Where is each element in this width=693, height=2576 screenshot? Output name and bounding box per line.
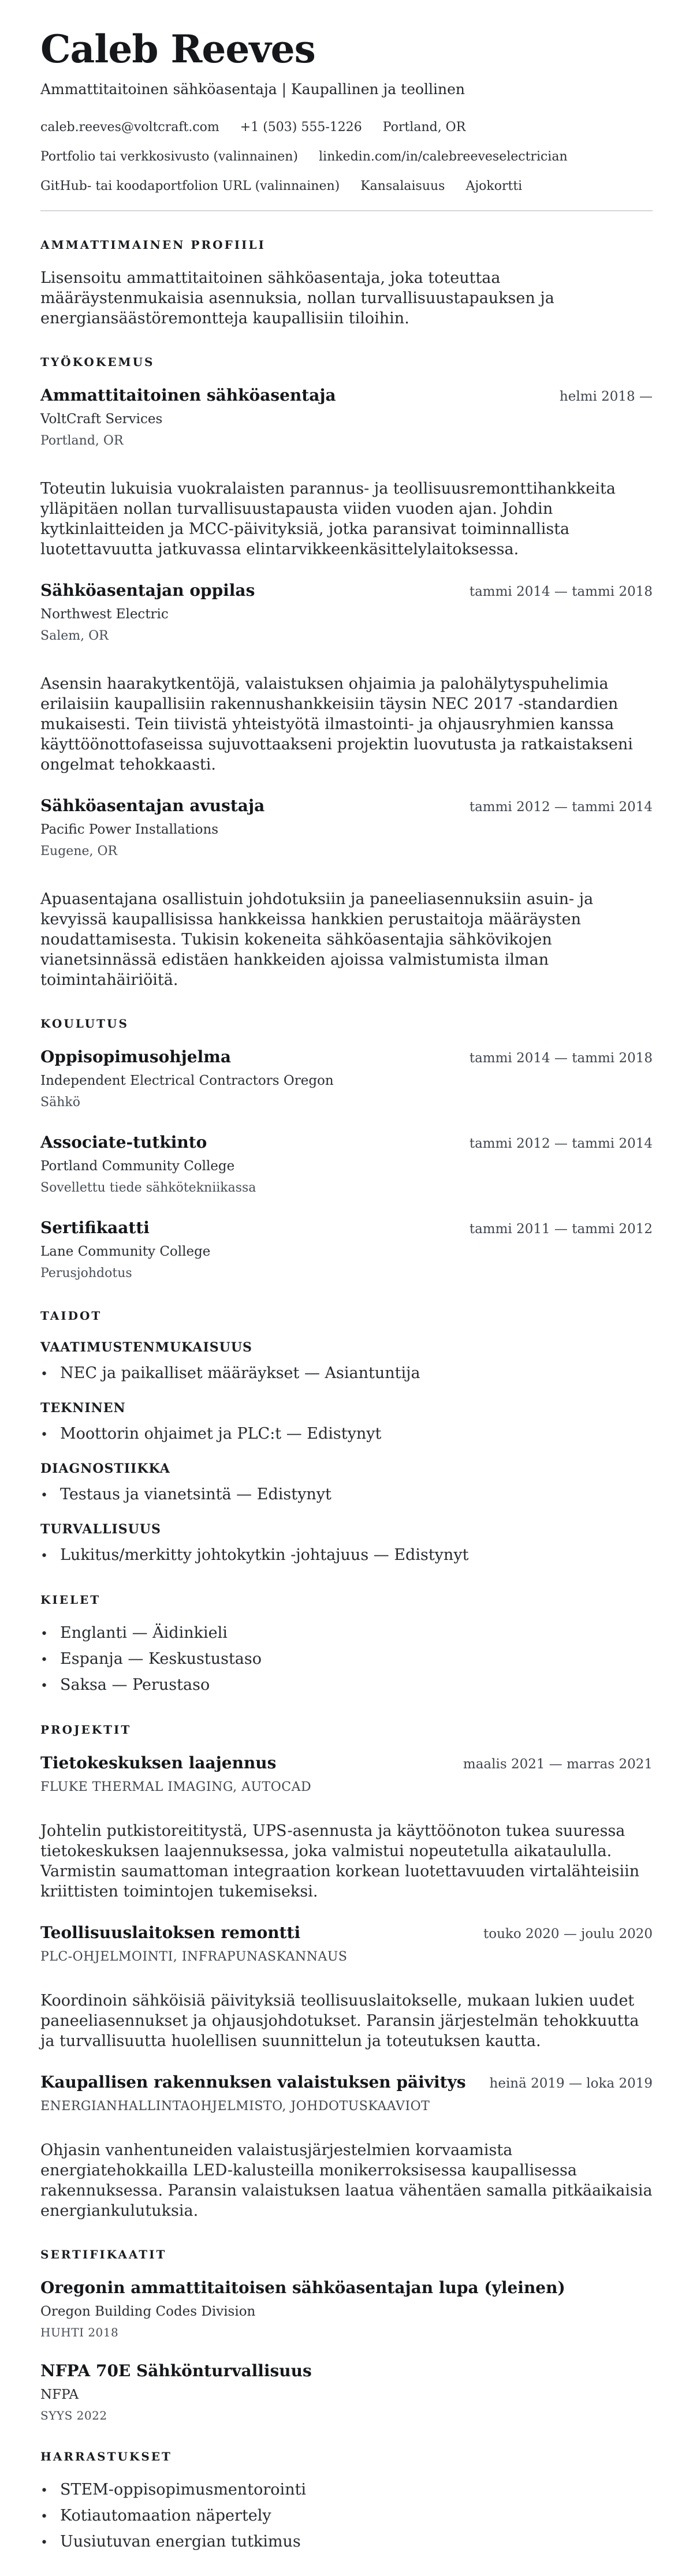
project-description: Johtelin putkistoreititystä, UPS-asennusta ja käyttöönoton tukea suuressa tietokeskuksen laajennuksessa, joka valmistui nopeutetulla aikataululla. Varmistin saumattoman integraation korkean luotettavuuden virtalähteisiin kriittisten toimintojen tukemiseksi.	[40, 1821, 640, 1901]
language-list	[40, 1623, 653, 1696]
skill-list	[40, 1363, 653, 1384]
citizenship-text: Kansalaisuus	[360, 178, 445, 193]
project-dates: heinä 2019 — loka 2019	[489, 2075, 653, 2091]
field-of-study: Sähkö	[40, 1095, 80, 1110]
skill-group	[40, 1399, 653, 1445]
location-text: Portland, OR	[382, 120, 466, 135]
name-heading: Caleb Reeves	[40, 27, 315, 72]
section-heading-hobbies: HARRASTUKSET	[40, 2449, 172, 2463]
project-title: Tietokeskuksen laajennus	[40, 1753, 277, 1772]
job-title: Ammattitaitoinen sähköasentaja	[40, 385, 336, 405]
degree-title: Sertifikaatti	[40, 1218, 150, 1237]
project-tools: PLC-OHJELMOINTI, INFRAPUNASKANNAUS	[40, 1949, 348, 1964]
field-of-study: Sovellettu tiede sähkötekniikassa	[40, 1180, 256, 1195]
skill-item-text: Lukitus/merkitty johtokytkin -johtajuus — Edistynyt	[60, 1545, 469, 1564]
hobby-item-text: STEM-oppisopimusmentorointi	[60, 2480, 307, 2499]
job-entry	[40, 385, 653, 559]
job-entry-head	[40, 796, 653, 816]
education-entry	[40, 1047, 653, 1111]
skill-category-heading: TEKNINEN	[40, 1400, 126, 1416]
job-entry-head	[40, 385, 653, 406]
phone-text: +1 (503) 555-1226	[240, 120, 362, 135]
certification-date: SYYS 2022	[40, 2408, 107, 2422]
skill-category-heading: DIAGNOSTIIKKA	[40, 1461, 170, 1476]
projects-section	[40, 1722, 653, 2221]
project-entry	[40, 1753, 653, 1902]
school-name: Lane Community College	[40, 1244, 211, 1259]
certification-entry	[40, 2361, 653, 2423]
project-title: Teollisuuslaitoksen remontti	[40, 1922, 301, 1942]
bullet-icon: •	[40, 2483, 48, 2498]
project-entry-head	[40, 1922, 653, 1943]
bullet-icon: •	[40, 2535, 48, 2550]
skill-group	[40, 1339, 653, 1384]
job-company: Pacific Power Installations	[40, 822, 219, 837]
section-heading-languages: KIELET	[40, 1592, 101, 1607]
project-entry	[40, 1922, 653, 2051]
hobby-item	[40, 2532, 653, 2553]
contact-row-1	[40, 119, 653, 136]
drivers-license-text: Ajokortti	[465, 178, 523, 193]
bullet-icon: •	[40, 1367, 48, 1382]
skill-item-text: NEC ja paikalliset määräykset — Asiantuntija	[60, 1364, 420, 1382]
skill-list	[40, 1424, 653, 1445]
section-heading-certifications: SERTIFIKAATIT	[40, 2247, 167, 2261]
school-name: Portland Community College	[40, 1158, 235, 1174]
profile-text: Lisensoitu ammattitaitoinen sähköasentaja, joka toteuttaa määräystenmukaisia asennuksia, nollan turvallisuustapauksen ja energiansäästöremontteja kaupallisiin tiloihin.	[40, 268, 554, 327]
email-text: caleb.reeves@voltcraft.com	[40, 120, 219, 135]
bullet-icon: •	[40, 1548, 48, 1563]
language-item-text: Espanja — Keskustustaso	[60, 1649, 262, 1668]
skill-item	[40, 1545, 653, 1566]
hobby-item-text: Uusiutuvan energian tutkimus	[60, 2532, 301, 2551]
education-entry-head	[40, 1132, 653, 1153]
certification-issuer: NFPA	[40, 2387, 79, 2402]
certifications-section	[40, 2246, 653, 2423]
job-entry	[40, 580, 653, 775]
skill-item-text: Testaus ja vianetsintä — Edistynyt	[60, 1485, 331, 1503]
skills-section	[40, 1308, 653, 1566]
job-company: Northwest Electric	[40, 606, 169, 622]
skill-group	[40, 1521, 653, 1566]
headline: Ammattitaitoinen sähköasentaja | Kaupallinen ja teollinen	[40, 80, 465, 98]
skill-item	[40, 1424, 653, 1445]
hobbies-section	[40, 2448, 653, 2553]
skill-item-text: Moottorin ohjaimet ja PLC:t — Edistynyt	[60, 1424, 382, 1443]
education-entry	[40, 1132, 653, 1197]
education-dates: tammi 2012 — tammi 2014	[469, 1136, 653, 1151]
skill-list	[40, 1545, 653, 1566]
bullet-icon: •	[40, 1626, 48, 1641]
education-dates: tammi 2011 — tammi 2012	[469, 1221, 653, 1237]
bullet-icon: •	[40, 1678, 48, 1693]
project-description: Koordinoin sähköisiä päivityksiä teollisuuslaitokselle, mukaan lukien uudet paneeliasennukset ja ohjausjohdotukset. Paransin järjestelmän tehokkuutta ja turvallisuutta huolellisen suunnittelun ja toteutuksen kautta.	[40, 1991, 639, 2050]
job-dates: helmi 2018 —	[559, 389, 653, 404]
degree-title: Associate-tutkinto	[40, 1132, 207, 1152]
bullet-icon: •	[40, 2509, 48, 2524]
language-item	[40, 1623, 653, 1644]
certification-issuer: Oregon Building Codes Division	[40, 2304, 256, 2319]
skill-category-heading: TURVALLISUUS	[40, 1521, 161, 1537]
job-entry	[40, 796, 653, 990]
job-description: Asensin haarakytkentöjä, valaistuksen ohjaimia ja palohälytyspuhelimia erilaisiin kaupallisiin rakennushankkeisiin täysin NEC 2017 -standardien mukaisesti. Tein tiivistä yhteistyötä ilmastointi- ja ohjausryhmien kanssa käyttöönottofaseissa sujuvottaakseni projektin luovutusta ja ratkaistakseni ongelmat tehokkaasti.	[40, 674, 633, 774]
contact-row-2	[40, 148, 653, 166]
portfolio-placeholder-text: Portfolio tai verkkosivusto (valinnainen)	[40, 149, 298, 164]
job-entry-head	[40, 580, 653, 601]
profile-section	[40, 237, 653, 328]
hobby-item-text: Kotiautomaation näpertely	[60, 2506, 271, 2525]
job-description: Apuasentajana osallistuin johdotuksiin ja paneeliasennuksiin asuin- ja kevyissä kaupallisissa hankkeissa hankkien perustaitoja määräysten noudattamisesta. Tukisin kokeneita sähköasentajia sähkövikojen vianetsinnässä edistäen hankkeiden ajoissa valmistumista ilman toimintahäiriöitä.	[40, 890, 594, 989]
skill-item	[40, 1363, 653, 1384]
header-divider	[40, 210, 653, 211]
job-title: Sähköasentajan avustaja	[40, 796, 265, 815]
project-entry	[40, 2072, 653, 2221]
project-tools: FLUKE THERMAL IMAGING, AUTOCAD	[40, 1779, 312, 1794]
project-title: Kaupallisen rakennuksen valaistuksen päivitys	[40, 2072, 466, 2092]
languages-section	[40, 1592, 653, 1696]
experience-section	[40, 354, 653, 990]
project-dates: maalis 2021 — marras 2021	[463, 1756, 653, 1772]
education-entry-head	[40, 1047, 653, 1067]
bullet-icon: •	[40, 1488, 48, 1503]
field-of-study: Perusjohdotus	[40, 1265, 132, 1280]
resume-header	[40, 28, 653, 211]
section-heading-skills: TAIDOT	[40, 1308, 102, 1323]
project-description: Ohjasin vanhentuneiden valaistusjärjestelmien korvaamista energiatehokkailla LED-kalusteilla monikerroksisessa kaupallisessa rakennuksessa. Paransin valaistuksen laatua vähentäen samalla pitkäaikaisia energiankulutuksia.	[40, 2141, 653, 2220]
skill-category-heading: VAATIMUSTENMUKAISUUS	[40, 1339, 252, 1355]
education-entry-head	[40, 1218, 653, 1238]
certification-title: NFPA 70E Sähkönturvallisuus	[40, 2361, 312, 2380]
section-heading-experience: TYÖKOKEMUS	[40, 354, 155, 369]
job-title: Sähköasentajan oppilas	[40, 580, 255, 600]
language-item	[40, 1649, 653, 1670]
bullet-icon: •	[40, 1427, 48, 1442]
project-entry-head	[40, 1753, 653, 1774]
skill-group	[40, 1460, 653, 1506]
job-location: Eugene, OR	[40, 843, 118, 858]
education-entry	[40, 1218, 653, 1282]
certification-title: Oregonin ammattitaitoisen sähköasentajan lupa (yleinen)	[40, 2278, 565, 2297]
certification-entry	[40, 2278, 653, 2340]
linkedin-text: linkedin.com/in/calebreeveselectrician	[319, 149, 568, 164]
job-location: Portland, OR	[40, 433, 124, 448]
school-name: Independent Electrical Contractors Oregon	[40, 1073, 334, 1088]
language-item-text: Saksa — Perustaso	[60, 1675, 210, 1694]
degree-title: Oppisopimusohjelma	[40, 1047, 231, 1066]
bullet-icon: •	[40, 1652, 48, 1667]
project-tools: ENERGIANHALLINTAOHJELMISTO, JOHDOTUSKAAVIOT	[40, 2099, 430, 2114]
job-location: Salem, OR	[40, 628, 109, 643]
education-section	[40, 1016, 653, 1282]
hobby-list	[40, 2480, 653, 2553]
job-company: VoltCraft Services	[40, 411, 163, 427]
job-dates: tammi 2012 — tammi 2014	[469, 799, 653, 815]
skill-item	[40, 1484, 653, 1506]
project-entry-head	[40, 2072, 653, 2093]
skill-list	[40, 1484, 653, 1506]
hobby-item	[40, 2480, 653, 2501]
hobby-item	[40, 2506, 653, 2527]
github-placeholder-text: GitHub- tai koodaportfolion URL (valinnainen)	[40, 178, 340, 193]
project-dates: touko 2020 — joulu 2020	[483, 1926, 653, 1942]
language-item-text: Englanti — Äidinkieli	[60, 1623, 228, 1642]
section-heading-education: KOULUTUS	[40, 1016, 129, 1031]
job-description: Toteutin lukuisia vuokralaisten parannus- ja teollisuusremonttihankkeita ylläpitäen nollan turvallisuustapausta viiden vuoden ajan. Johdin kytkinlaitteiden ja MCC-päivityksiä, jotka paransivat toiminnallista luotettavuutta jatkuvassa elintarvikkeenkäsittelylaitoksessa.	[40, 479, 616, 558]
section-heading-profile: AMMATTIMAINEN PROFIILI	[40, 237, 266, 252]
education-dates: tammi 2014 — tammi 2018	[469, 1050, 653, 1066]
language-item	[40, 1675, 653, 1696]
section-heading-projects: PROJEKTIT	[40, 1722, 132, 1737]
contact-row-3	[40, 178, 653, 195]
certification-date: HUHTI 2018	[40, 2325, 119, 2339]
job-dates: tammi 2014 — tammi 2018	[469, 584, 653, 599]
